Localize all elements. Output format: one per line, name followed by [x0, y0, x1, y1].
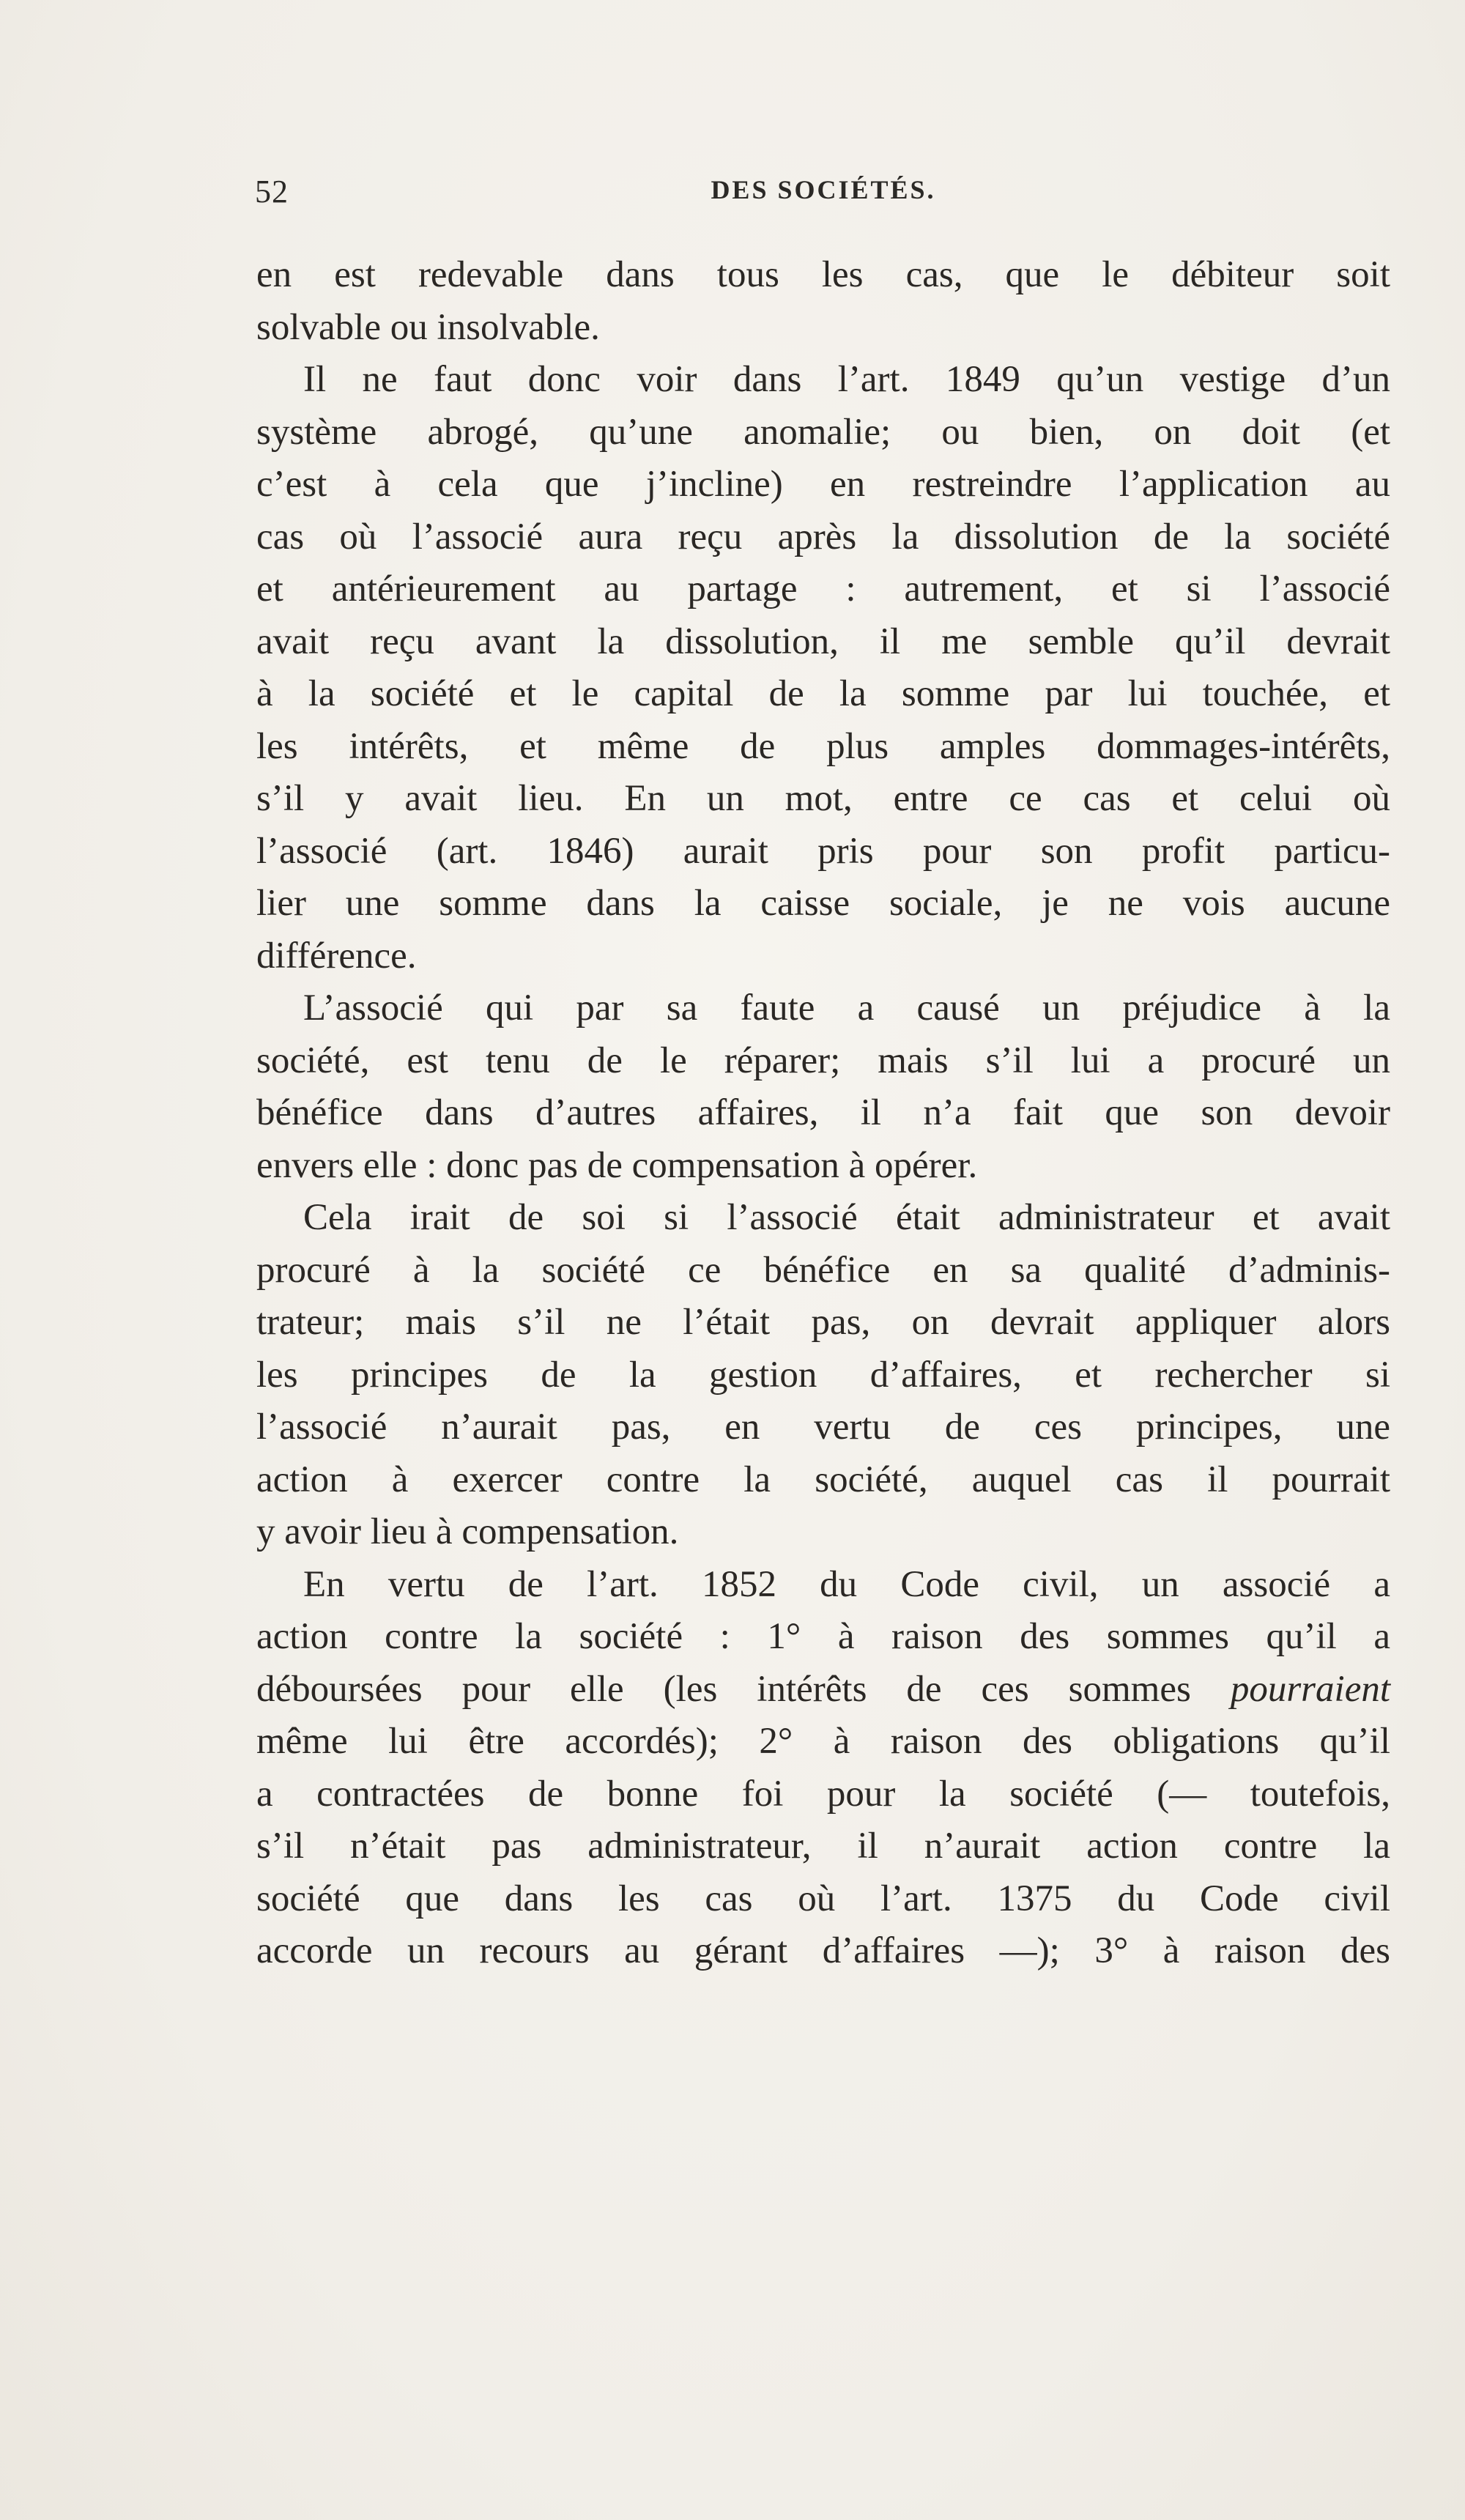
text-line [256, 1716, 1390, 1768]
text-line-content: y avoir lieu à compensation. [256, 1511, 679, 1552]
text-line [256, 616, 1390, 669]
text-line [256, 1140, 1390, 1193]
text-line-content: société, est tenu de le réparer; mais s’il lui a procuré un [256, 1040, 1390, 1081]
text-line [256, 1664, 1390, 1716]
text-line [256, 1820, 1390, 1873]
text-line-content: les intérêts, et même de plus amples dommages-intérêts, [256, 725, 1390, 767]
body-text [256, 249, 1390, 1978]
text-line-content: a contractées de bonne foi pour la société (— toutefois, [256, 1773, 1390, 1815]
text-line [256, 354, 1390, 407]
text-line-content: envers elle : donc pas de compensation à opérer. [256, 1144, 978, 1186]
text-line-content: l’associé n’aurait pas, en vertu de ces principes, une [256, 1407, 1390, 1448]
text-line [256, 668, 1390, 721]
text-line-content: lier une somme dans la caisse sociale, je ne vois aucune [256, 883, 1390, 924]
text-line-content: solvable ou insolvable. [256, 306, 600, 348]
text-line [256, 1454, 1390, 1507]
text-line [256, 1506, 1390, 1559]
text-line [256, 1297, 1390, 1349]
text-line-content: s’il n’était pas administrateur, il n’aurait action contre la [256, 1826, 1390, 1867]
text-line [256, 1087, 1390, 1140]
text-line-content: Cela irait de soi si l’associé était administrateur et avait [303, 1197, 1390, 1238]
text-line-content: en est redevable dans tous les cas, que le débiteur soit [256, 254, 1390, 295]
text-line [256, 1349, 1390, 1402]
text-line [256, 563, 1390, 616]
text-line-content: accorde un recours au gérant d’affaires —); 3° à raison des [256, 1930, 1390, 1971]
text-line-content: s’il y avait lieu. En un mot, entre ce cas et celui où [256, 778, 1390, 819]
italic-word: pourraient [1230, 1668, 1390, 1710]
text-line [256, 1401, 1390, 1454]
text-line-content: action à exercer contre la société, auquel cas il pourrait [256, 1459, 1390, 1500]
text-line [256, 1611, 1390, 1664]
text-line-content: et antérieurement au partage : autrement, et si l’associé [256, 568, 1390, 609]
text-line [256, 982, 1390, 1035]
text-line-content: système abrogé, qu’une anomalie; ou bien, on doit (et [256, 411, 1390, 453]
text-line [256, 1768, 1390, 1821]
page-number: 52 [255, 174, 289, 210]
text-line [256, 459, 1390, 511]
text-line-content: à la société et le capital de la somme par lui touchée, et [256, 673, 1390, 714]
text-line [256, 302, 1390, 355]
text-line-content: société que dans les cas où l’art. 1375 du Code civil [256, 1878, 1390, 1919]
text-line-content: L’associé qui par sa faute a causé un préjudice à la [303, 987, 1390, 1029]
text-line [256, 1192, 1390, 1245]
text-line [256, 773, 1390, 826]
text-line [256, 878, 1390, 930]
text-line-content: En vertu de l’art. 1852 du Code civil, un associé a [303, 1563, 1390, 1605]
text-line-content: action contre la société : 1° à raison des sommes qu’il a [256, 1616, 1390, 1657]
running-title: DES SOCIÉTÉS. [711, 175, 936, 204]
text-line-content: même lui être accordés); 2° à raison des obligations qu’il [256, 1721, 1390, 1762]
text-line-content: avait reçu avant la dissolution, il me semble qu’il devrait [256, 620, 1390, 662]
text-line [256, 1559, 1390, 1612]
text-line-content: déboursées pour elle (les intérêts de ces sommes [256, 1668, 1191, 1710]
text-line [256, 1873, 1390, 1926]
text-line [256, 511, 1390, 564]
text-line-content: l’associé (art. 1846) aurait pris pour son profit particu- [256, 830, 1390, 872]
text-line-content: Il ne faut donc voir dans l’art. 1849 qu’un vestige d’un [303, 359, 1390, 400]
text-line-content: procuré à la société ce bénéfice en sa qualité d’adminis- [256, 1249, 1390, 1291]
text-line-content: c’est à cela que j’incline) en restreindre l’application au [256, 464, 1390, 505]
text-line [256, 1035, 1390, 1088]
text-line [256, 407, 1390, 459]
text-line [256, 1925, 1390, 1978]
text-line [256, 721, 1390, 774]
text-line [256, 826, 1390, 878]
text-line-content: bénéfice dans d’autres affaires, il n’a fait que son devoir [256, 1092, 1390, 1133]
text-line-content: les principes de la gestion d’affaires, et rechercher si [256, 1354, 1390, 1396]
text-line-content: différence. [256, 935, 417, 976]
text-line [256, 930, 1390, 983]
text-line-content: trateur; mais s’il ne l’était pas, on devrait appliquer alors [256, 1302, 1390, 1343]
text-line-content: cas où l’associé aura reçu après la dissolution de la société [256, 516, 1390, 557]
page-header [255, 173, 1392, 217]
text-line [256, 1245, 1390, 1297]
text-line [256, 249, 1390, 302]
